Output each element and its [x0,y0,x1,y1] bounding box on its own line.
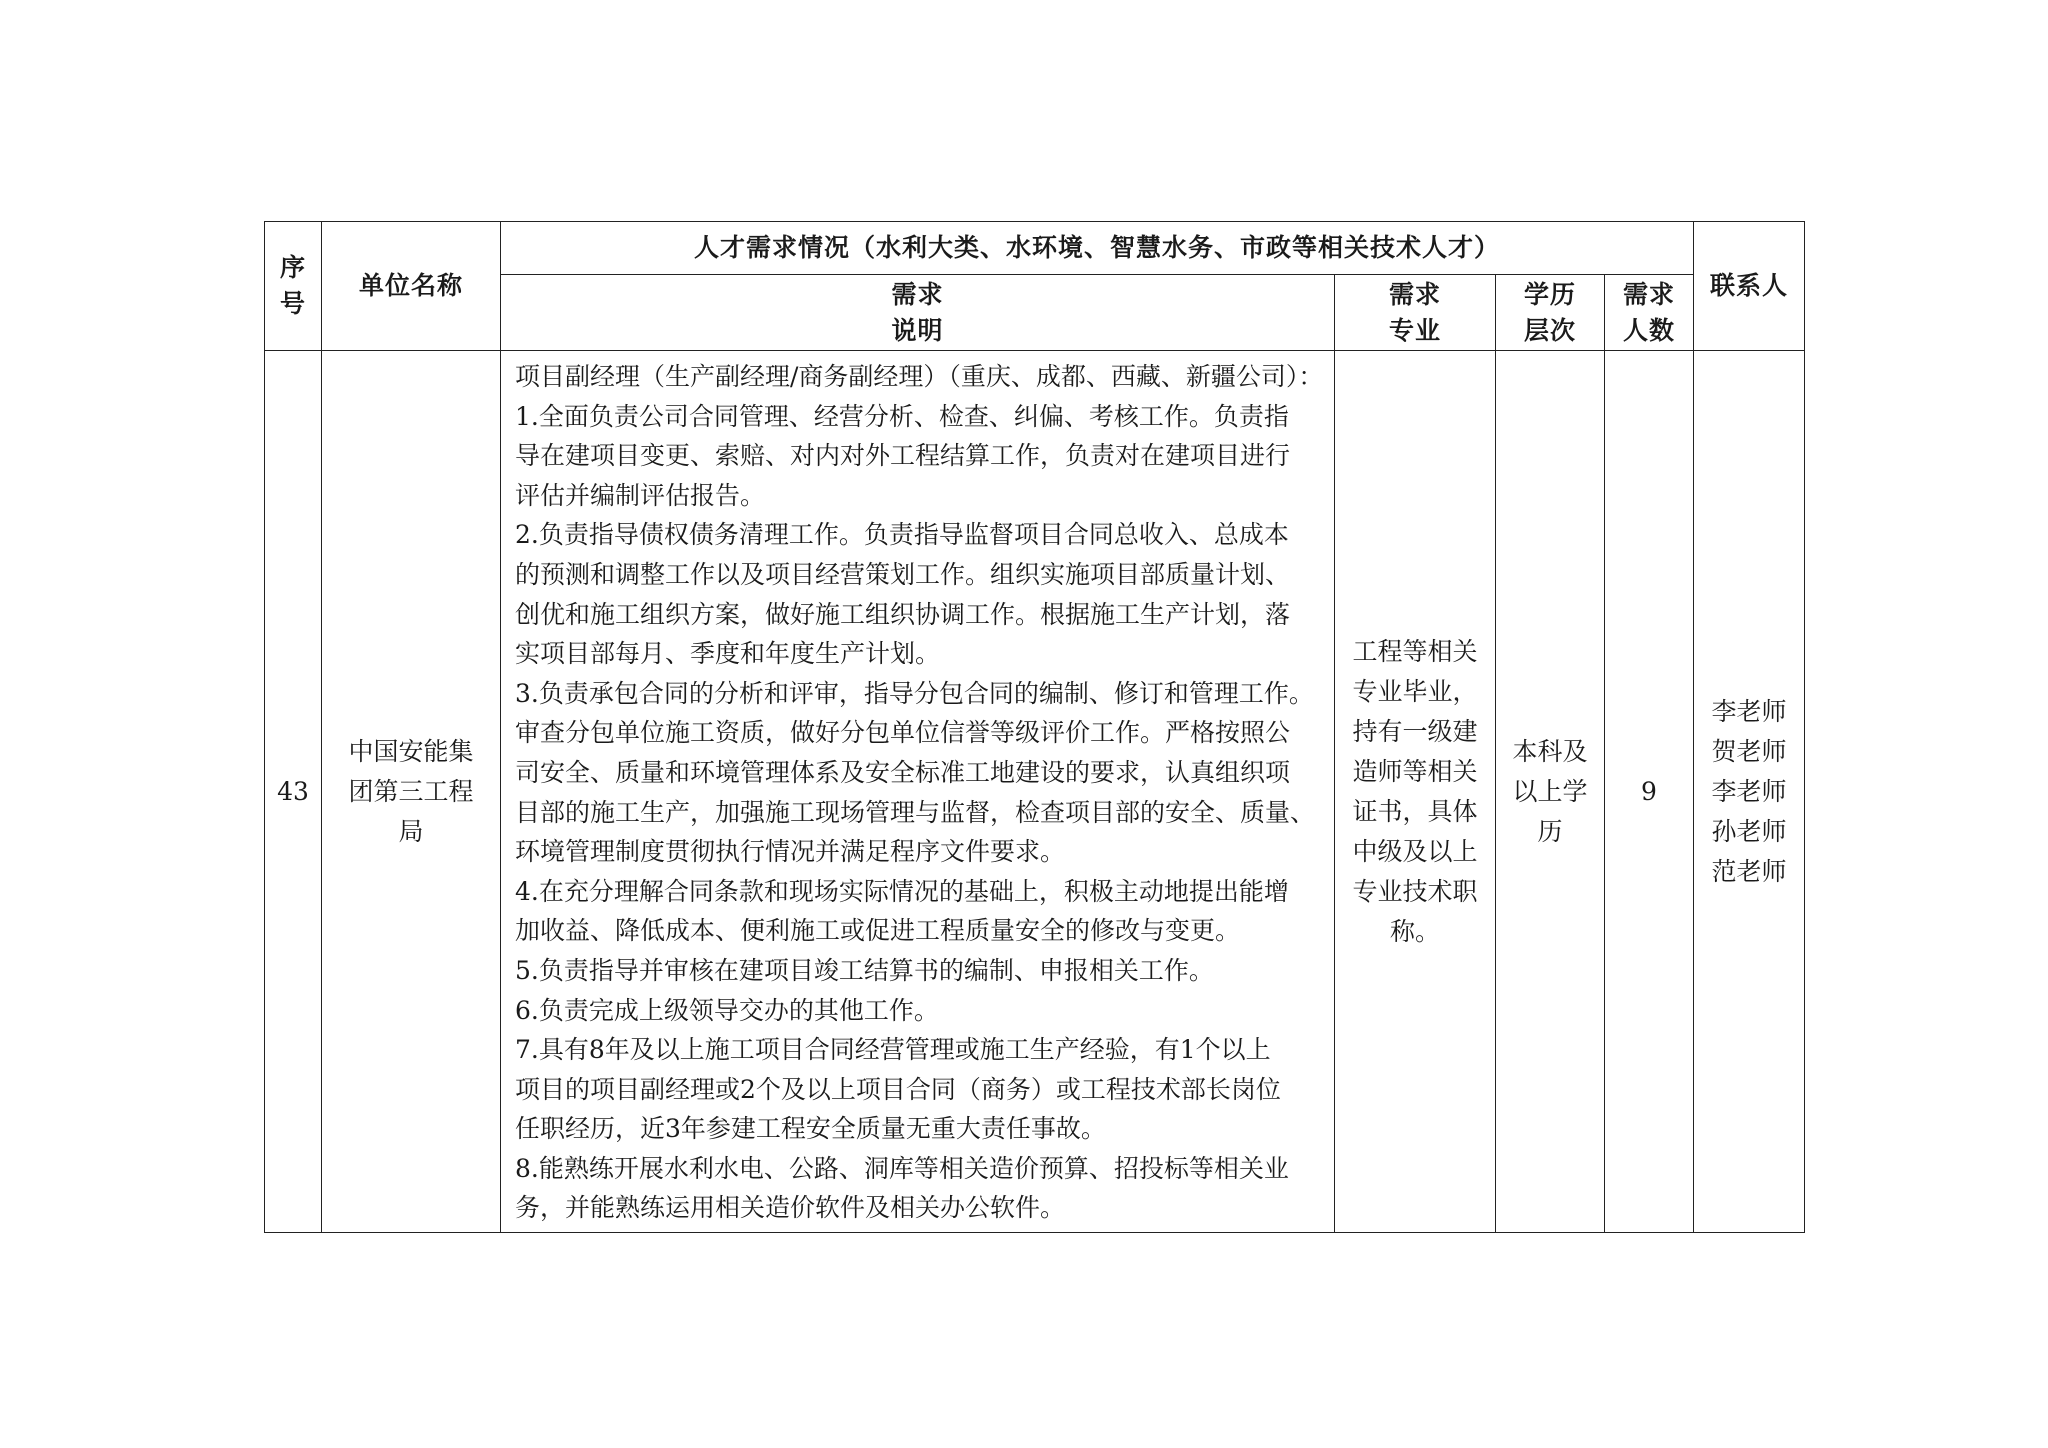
description-line: 2.负责指导债权债务清理工作。负责指导监督项目合同总收入、总成本 [515,520,1289,550]
description-line: 评估并编制评估报告。 [515,480,766,510]
header-major-line1: 需求 [1388,279,1441,309]
description-line: 6.负责完成上级领导交办的其他工作。 [515,995,939,1025]
description-line: 创优和施工组织方案，做好施工组织协调工作。根据施工生产计划，落 [515,599,1291,629]
description-line: 任职经历，近3年参建工程安全质量无重大责任事故。 [515,1114,1106,1144]
header-seq-char2: 号 [279,289,306,318]
header-count-line1: 需求 [1623,279,1676,309]
contact-name: 范老师 [1711,856,1787,886]
row-unit-line-1: 中国安能集 [348,736,474,766]
major-line: 称。 [1389,916,1440,946]
major-line: 工程等相关 [1352,636,1478,666]
major-line: 专业技术职 [1352,876,1478,906]
header-education-line2: 层次 [1523,315,1576,345]
major-line: 中级及以上 [1352,836,1478,866]
row-seq: 43 [265,351,322,1233]
description-line: 3.负责承包合同的分析和评审，指导分包合同的编制、修订和管理工作。 [515,678,1314,708]
major-line: 证书，具体 [1352,796,1478,826]
header-contact: 联系人 [1694,222,1805,351]
major-line: 造师等相关 [1352,756,1478,786]
row-unit-line-2: 团第三工程 [348,776,474,806]
row-contacts [1694,351,1805,1233]
description-line: 的预测和调整工作以及项目经营策划工作。组织实施项目部质量计划、 [515,559,1291,589]
education-line: 历 [1537,816,1563,846]
description-line: 8.能熟练开展水利水电、公路、洞库等相关造价预算、招投标等相关业 [515,1153,1289,1183]
description-line: 1.全面负责公司合同管理、经营分析、检查、纠偏、考核工作。负责指 [515,401,1289,431]
description-line: 7.具有8年及以上施工项目合同经营管理或施工生产经验，有1个以上 [515,1035,1271,1065]
row-major [1335,351,1496,1233]
header-group-title: 人才需求情况（水利大类、水环境、智慧水务、市政等相关技术人才） [501,222,1694,275]
header-description [501,275,1335,351]
description-line: 目部的施工生产，加强施工现场管理与监督，检查项目部的安全、质量、 [515,797,1316,827]
header-description-line2: 说明 [891,315,944,345]
header-seq [265,222,322,351]
description-line: 环境管理制度贯彻执行情况并满足程序文件要求。 [515,837,1066,867]
header-seq-char1: 序 [279,253,306,282]
contact-name: 李老师 [1711,696,1787,726]
header-major [1335,275,1496,351]
row-count: 9 [1605,351,1694,1233]
header-description-line1: 需求 [891,279,944,309]
description-line: 实项目部每月、季度和年度生产计划。 [515,639,941,669]
description-line: 加收益、降低成本、便利施工或促进工程质量安全的修改与变更。 [515,916,1241,946]
description-line: 司安全、质量和环境管理体系及安全标准工地建设的要求，认真组织项 [515,757,1291,787]
row-unit-name [322,351,501,1233]
row-unit-line-3: 局 [398,816,424,846]
description-line: 项目的项目副经理或2个及以上项目合同（商务）或工程技术部长岗位 [515,1074,1281,1104]
talent-demand-table [264,221,1805,1233]
description-line: 项目副经理（生产副经理/商务副经理）（重庆、成都、西藏、新疆公司）： [515,362,1324,391]
description-line: 务，并能熟练运用相关造价软件及相关办公软件。 [515,1193,1066,1223]
header-education-line1: 学历 [1523,279,1576,309]
header-count-line2: 人数 [1623,315,1676,345]
education-line: 以上学 [1512,776,1588,806]
contact-name: 贺老师 [1711,736,1787,766]
education-line: 本科及 [1512,736,1588,766]
row-description [501,351,1335,1233]
description-line: 导在建项目变更、索赔、对内对外工程结算工作，负责对在建项目进行 [515,441,1291,471]
description-line: 4.在充分理解合同条款和现场实际情况的基础上，积极主动地提出能增 [515,876,1289,906]
header-education [1496,275,1605,351]
contact-name: 李老师 [1711,776,1787,806]
description-line: 5.负责指导并审核在建项目竣工结算书的编制、申报相关工作。 [515,955,1214,985]
description-line: 审查分包单位施工资质，做好分包单位信誉等级评价工作。严格按照公 [515,718,1291,748]
header-unit-name: 单位名称 [322,222,501,351]
header-major-line2: 专业 [1388,315,1441,345]
major-line: 持有一级建 [1352,716,1478,746]
contact-name: 孙老师 [1711,816,1787,846]
table-row [265,351,1805,1233]
header-count [1605,275,1694,351]
major-line: 专业毕业， [1352,676,1478,706]
row-education [1496,351,1605,1233]
